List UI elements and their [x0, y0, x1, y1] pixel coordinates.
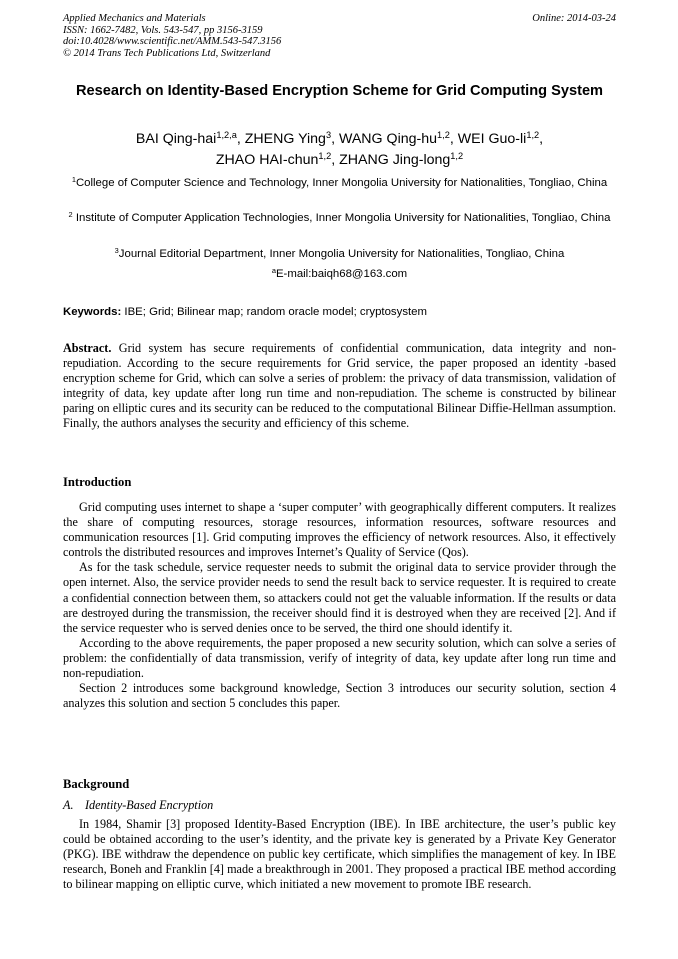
affiliation-text: College of Computer Science and Technology, Inner Mongolia University for Nationalities, Tongliao, China	[75, 177, 608, 189]
keywords-label: Keywords:	[63, 306, 122, 318]
author-separator: ,	[449, 131, 458, 147]
affiliation-3	[63, 246, 616, 263]
author-name: ZHAO HAI-chun	[215, 152, 319, 168]
affiliation-text: Journal Editorial Department, Inner Mongolia University for Nationalities, Tongliao, China	[118, 248, 565, 260]
author-affiliation-mark: 3	[325, 129, 332, 140]
journal-name: Applied Mechanics and Materials	[63, 13, 206, 24]
paragraph: According to the above requirements, the paper proposed a new security solution, which can solve a series of problem: the confidentially of data transmission, verify of integrity of data, key update after long run time and non-repudiation.	[63, 635, 616, 681]
author-separator: ,	[331, 152, 340, 168]
author-name: ZHENG Ying	[244, 131, 326, 147]
affiliation-mark: 1	[71, 174, 76, 184]
author-affiliation-mark: 1,2	[526, 129, 540, 140]
affiliation-text: Institute of Computer Application Technologies, Inner Mongolia University for Nationalities, Tongliao, China	[72, 212, 611, 224]
email-text[interactable]: E-mail:baiqh68@163.com	[275, 268, 408, 280]
section-heading-background: Background	[63, 777, 130, 791]
author-list	[63, 129, 616, 171]
author-name: WANG Qing-hu	[338, 131, 438, 147]
paragraph: In 1984, Shamir [3] proposed Identity-Based Encryption (IBE). In IBE architecture, the user’s public key could be obtained according to the user’s identity, and the private key is generated by a Private Key Generator (PKG). IBE withdraw the dependence on public key certificate, which simplifies the management of key. In IBE research, Boneh and Franklin [4] made a breakthrough in 2001. They proposed a practical IBE method according to bilinear mapping on elliptic curve, which initiated a new movement to promote IBE research.	[63, 817, 616, 892]
journal-header	[63, 13, 616, 59]
subsection-heading	[63, 798, 616, 813]
journal-doi[interactable]: doi:10.4028/www.scientific.net/AMM.543-547.3156	[63, 36, 282, 47]
paragraph: As for the task schedule, service requester needs to submit the original data to service provider through the open internet. Also, the service provider needs to send the result back to service requester. It is required to create a confidential connection between them, so attackers could not get the valuable information. If the results or data are destroyed during the transmission, the receiver should find it is destroyed when they are received [2]. And if the service requester who is served denies once to be served, the third one should identify it.	[63, 560, 616, 635]
abstract-text: Grid system has secure requirements of confidential communication, data integrity and non-repudiation. According to the secure requirements for Grid service, the paper proposed an identity -based encryption scheme for Grid, which can solve a series of problem: the privacy of data transmission, validation of integrity of data, key update after long run time and non-repudiation. The scheme is constructed by bilinear paring on elliptic cures and its security can be reduced to the computational Bilinear Diffie-Hellman assumption. Finally, the authors analyses the security and efficiency of this scheme.	[63, 341, 616, 431]
author-separator: ,	[331, 131, 339, 147]
paragraph: Section 2 introduces some background knowledge, Section 3 introduces our security solution, section 4 analyzes this solution and section 5 concludes this paper.	[63, 681, 616, 711]
author-separator: ,	[539, 131, 544, 147]
subsection-number: A.	[63, 798, 74, 812]
paper-title: Research on Identity-Based Encryption Scheme for Grid Computing System	[75, 83, 604, 99]
contact-email	[63, 266, 616, 282]
paragraph: Grid computing uses internet to shape a ‘super computer’ with geographically different computers. It realizes the share of computing resources, storage resources, information resources, software resources and communication resources [1]. Grid computing improves the efficiency of network resources. Also, it effectively controls the distributed resources and improves Internet’s Quality of Service (Qos).	[63, 500, 616, 560]
author-name: ZHANG Jing-long	[339, 152, 451, 168]
journal-issn: ISSN: 1662-7482, Vols. 543-547, pp 3156-3159	[63, 24, 263, 36]
author-affiliation-mark: 1,2	[318, 150, 332, 161]
author-name: WEI Guo-li	[457, 131, 527, 147]
author-affiliation-mark: 1,2	[450, 150, 464, 161]
author-name: BAI Qing-hai	[135, 131, 217, 147]
abstract-label: Abstract.	[63, 341, 112, 355]
online-date: Online: 2014-03-24	[532, 13, 616, 24]
introduction-body	[63, 500, 616, 711]
abstract	[63, 341, 616, 432]
affiliation-mark: 2	[68, 209, 73, 219]
journal-copyright: © 2014 Trans Tech Publications Ltd, Switzerland	[63, 47, 271, 59]
affiliation-mark: 3	[114, 245, 119, 255]
author-separator: ,	[236, 131, 245, 147]
affiliation-1	[63, 175, 616, 192]
author-affiliation-mark: 1,2	[437, 129, 450, 140]
background-body	[63, 817, 616, 892]
keywords	[63, 304, 616, 320]
subsection-title: Identity-Based Encryption	[85, 798, 214, 812]
author-affiliation-mark: 1,2,a	[216, 129, 237, 140]
affiliation-2	[63, 210, 616, 227]
email-mark: a	[271, 265, 276, 275]
keywords-text: IBE; Grid; Bilinear map; random oracle model; cryptosystem	[124, 306, 428, 318]
section-heading-introduction: Introduction	[63, 475, 132, 489]
